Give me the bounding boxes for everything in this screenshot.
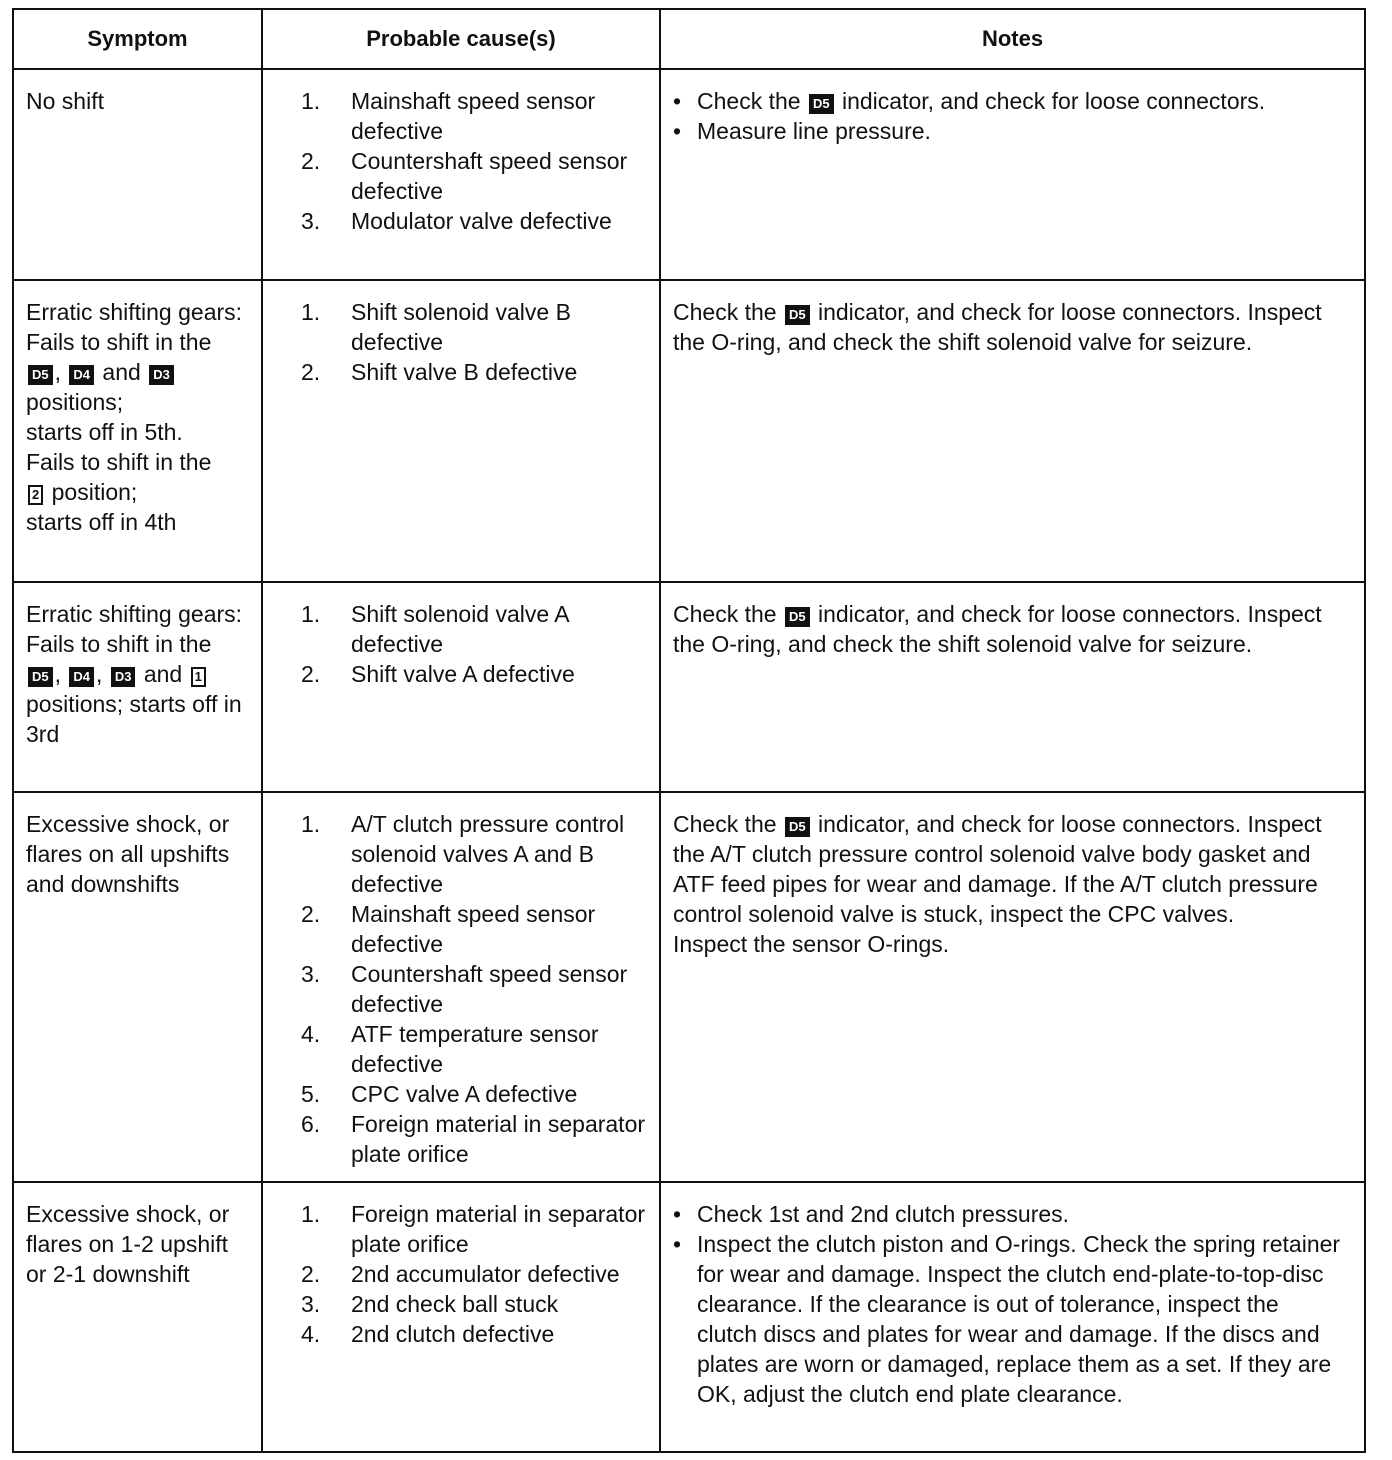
note-text: Check the	[673, 811, 777, 837]
symptom-text: positions; starts off in 3rd	[26, 691, 242, 747]
troubleshooting-table	[12, 8, 1366, 1453]
list-item	[301, 1079, 653, 1109]
notes-list	[673, 86, 1344, 146]
table-row	[13, 1182, 1365, 1452]
cause-number: 1.	[301, 1201, 321, 1227]
list-item	[673, 116, 1344, 146]
cause-text: Countershaft speed sensor defective	[351, 961, 628, 1017]
d4-position-icon: D4	[69, 365, 94, 385]
causes-list	[301, 297, 653, 387]
cause-number: 1.	[301, 299, 321, 325]
note-text: indicator, and check for loose connectors. Inspect the O-ring, and check the shift solenoid valve for seizure.	[673, 601, 1322, 657]
cause-number: 1.	[301, 811, 321, 837]
notes-cell	[660, 792, 1365, 1182]
symptom-text: Fails to shift in the	[26, 449, 212, 475]
symptom-cell	[13, 69, 262, 280]
cause-number: 3.	[301, 208, 321, 234]
table-row	[13, 582, 1365, 792]
cause-text: 2nd clutch defective	[351, 1321, 555, 1347]
d5-indicator-icon: D5	[785, 305, 810, 325]
d5-indicator-icon: D5	[785, 607, 810, 627]
list-item	[301, 357, 653, 387]
symptom-cell	[13, 792, 262, 1182]
symptom-text: position;	[51, 479, 138, 505]
cause-number: 3.	[301, 1291, 321, 1317]
header-symptom: Symptom	[13, 9, 262, 69]
note-text: indicator, and check for loose connectors.	[841, 88, 1266, 114]
cause-text: Mainshaft speed sensor defective	[351, 901, 596, 957]
d5-position-icon: D5	[28, 667, 53, 687]
list-item	[301, 659, 653, 689]
symptom-text: starts off in 4th	[26, 509, 177, 535]
causes-cell	[262, 792, 660, 1182]
list-item	[301, 1199, 653, 1259]
d5-position-icon: D5	[28, 365, 53, 385]
symptom-text: No shift	[26, 88, 104, 114]
cause-text: Modulator valve defective	[351, 208, 612, 234]
causes-cell	[262, 69, 660, 280]
cause-text: Shift valve A defective	[351, 661, 575, 687]
cause-text: Countershaft speed sensor defective	[351, 148, 628, 204]
list-item	[301, 86, 653, 146]
notes-cell	[660, 1182, 1365, 1452]
causes-cell	[262, 582, 660, 792]
table-row	[13, 69, 1365, 280]
causes-cell	[262, 280, 660, 582]
cause-text: Mainshaft speed sensor defective	[351, 88, 596, 144]
symptom-cell: Erratic shifting gears: Fails to shift in the D5 , D4 and D3 positions; starts off in 5th. Fails to shift in the 2 position; starts off in 4th	[13, 280, 262, 582]
causes-list	[301, 86, 653, 236]
notes-cell	[660, 280, 1365, 582]
d5-indicator-icon: D5	[785, 817, 810, 837]
notes-cell	[660, 582, 1365, 792]
list-item	[301, 1289, 653, 1319]
position-2-icon: 2	[28, 485, 43, 505]
cause-number: 1.	[301, 88, 321, 114]
note-text: Check 1st and 2nd clutch pressures.	[697, 1201, 1070, 1227]
list-item	[301, 297, 653, 357]
cause-text: A/T clutch pressure control solenoid valves A and B defective	[351, 811, 625, 897]
cause-text: 2nd accumulator defective	[351, 1261, 620, 1287]
symptom-text: Excessive shock, or flares on all upshifts and downshifts	[26, 811, 230, 897]
symptom-text: Erratic shifting gears:	[26, 299, 243, 325]
note-text: Measure line pressure.	[697, 118, 931, 144]
cause-text: 2nd check ball stuck	[351, 1291, 559, 1317]
note-text: indicator, and check for loose connectors. Inspect the A/T clutch pressure control solenoid valve body gasket and ATF feed pipes for wear and damage. If the A/T clutch pressure control solenoid valve is stuck, inspect the CPC valves.	[673, 811, 1322, 927]
cause-number: 2.	[301, 901, 321, 927]
bullet-icon: •	[673, 1201, 682, 1227]
note-text: indicator, and check for loose connectors. Inspect the O-ring, and check the shift solenoid valve for seizure.	[673, 299, 1322, 355]
bullet-icon: •	[673, 1231, 682, 1257]
notes-list	[673, 1199, 1344, 1409]
d3-position-icon: D3	[149, 365, 174, 385]
header-notes: Notes	[660, 9, 1365, 69]
symptom-text: Fails to shift in the	[26, 329, 212, 355]
list-item	[301, 599, 653, 659]
cause-text: Shift solenoid valve A defective	[351, 601, 569, 657]
cause-text: Shift valve B defective	[351, 359, 578, 385]
note-text: Inspect the sensor O-rings.	[673, 931, 950, 957]
list-item	[301, 206, 653, 236]
bullet-icon: •	[673, 88, 682, 114]
cause-number: 1.	[301, 601, 321, 627]
list-item	[673, 1199, 1344, 1229]
list-item	[301, 959, 653, 1019]
cause-number: 4.	[301, 1321, 321, 1347]
cause-number: 2.	[301, 148, 321, 174]
symptom-cell: Erratic shifting gears: Fails to shift in the D5 , D4 , D3 and 1 positions; starts off in 3rd	[13, 582, 262, 792]
causes-cell	[262, 1182, 660, 1452]
notes-cell	[660, 69, 1365, 280]
note-text: Check the	[673, 601, 777, 627]
note-text: Check the	[673, 299, 777, 325]
header-causes: Probable cause(s)	[262, 9, 660, 69]
causes-list	[301, 599, 653, 689]
list-item	[301, 146, 653, 206]
cause-text: Foreign material in separator plate orifice	[351, 1111, 646, 1167]
d5-indicator-icon: D5	[809, 94, 834, 114]
list-item	[301, 899, 653, 959]
causes-list	[301, 1199, 653, 1349]
cause-number: 5.	[301, 1081, 321, 1107]
table-row	[13, 792, 1365, 1182]
d4-position-icon: D4	[69, 667, 94, 687]
bullet-icon: •	[673, 118, 682, 144]
table-row	[13, 280, 1365, 582]
list-item	[301, 1259, 653, 1289]
symptom-text: and	[143, 661, 183, 687]
cause-text: ATF temperature sensor defective	[351, 1021, 599, 1077]
note-text: Check the	[697, 88, 801, 114]
cause-number: 3.	[301, 961, 321, 987]
symptom-text: Fails to shift in the	[26, 631, 212, 657]
cause-number: 6.	[301, 1111, 321, 1137]
cause-text: Foreign material in separator plate orifice	[351, 1201, 646, 1257]
list-item	[301, 1019, 653, 1079]
list-item	[673, 1229, 1344, 1409]
cause-text: CPC valve A defective	[351, 1081, 578, 1107]
list-item	[301, 809, 653, 899]
list-item	[301, 1319, 653, 1349]
header-row	[13, 9, 1365, 69]
cause-number: 2.	[301, 1261, 321, 1287]
position-1-icon: 1	[191, 667, 206, 687]
list-item	[673, 86, 1344, 116]
cause-number: 2.	[301, 359, 321, 385]
list-item	[301, 1109, 653, 1169]
symptom-text: starts off in 5th.	[26, 419, 183, 445]
cause-number: 4.	[301, 1021, 321, 1047]
causes-list	[301, 809, 653, 1169]
d3-position-icon: D3	[111, 667, 136, 687]
cause-text: Shift solenoid valve B defective	[351, 299, 571, 355]
symptom-text: and	[102, 359, 141, 385]
symptom-text: positions;	[26, 389, 124, 415]
symptom-text: Excessive shock, or flares on 1-2 upshift or 2-1 downshift	[26, 1201, 230, 1287]
symptom-text: Erratic shifting gears:	[26, 601, 243, 627]
cause-number: 2.	[301, 661, 321, 687]
note-text: Inspect the clutch piston and O-rings. Check the spring retainer for wear and damage. Inspect the clutch end-plate-to-top-disc clearance. If the clearance is out of tolerance, inspect the clutch discs and plates for wear and damage. If the discs and plates are worn or damaged, replace them as a set. If they are OK, adjust the clutch end plate clearance.	[697, 1231, 1341, 1407]
symptom-cell	[13, 1182, 262, 1452]
